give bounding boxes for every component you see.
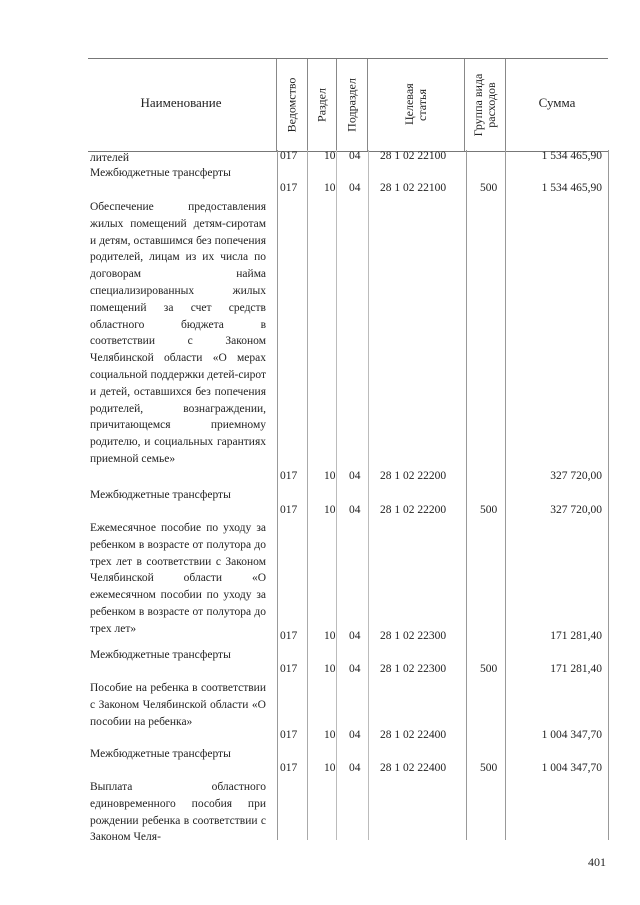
- row-razdel: 10: [324, 762, 336, 774]
- row-vedomstvo: 017: [280, 762, 298, 774]
- row-vedomstvo: 017: [280, 182, 298, 194]
- header-celevaya: Целевая статья: [402, 83, 429, 125]
- header-podrazdel-cell: [337, 59, 367, 151]
- row-gruppa: 500: [480, 182, 498, 194]
- header-razdel-cell: [308, 59, 336, 151]
- row-summa: 327 720,00: [550, 470, 602, 482]
- column-divider: [608, 150, 609, 840]
- row-razdel: 10: [324, 729, 336, 741]
- row-razdel: 10: [324, 182, 336, 194]
- row-razdel: 10: [324, 504, 336, 516]
- column-divider: [277, 150, 278, 840]
- page-number: 401: [588, 855, 606, 869]
- row-celevaya: 28 1 02 22200: [380, 504, 447, 516]
- header-gruppa-cell: [465, 59, 505, 151]
- row-razdel: 10: [324, 150, 336, 162]
- row-name: Межбюджетные трансферты: [90, 489, 231, 501]
- header-celevaya-cell: [368, 59, 464, 151]
- column-divider: [505, 150, 506, 840]
- row-summa: 327 720,00: [550, 504, 602, 516]
- row-celevaya: 28 1 02 22400: [380, 762, 447, 774]
- row-podrazdel: 04: [349, 762, 361, 774]
- row-name: лителей: [90, 152, 130, 164]
- row-name: Ежемесячное пособие по уходу за ребенком в возрасте от полутора до трех лет в соответствии с Законом Челябинской области «О ежемесячном пособии по уходу за ребенком в возрасте от полутора до трех лет»: [90, 522, 266, 635]
- header-gruppa: Группа вида расходов: [471, 73, 498, 137]
- row-podrazdel: 04: [349, 663, 361, 675]
- row-summa: 1 004 347,70: [541, 762, 602, 774]
- row-summa: 1 004 347,70: [541, 729, 602, 741]
- row-summa: 171 281,40: [550, 630, 602, 642]
- row-celevaya: 28 1 02 22300: [380, 630, 447, 642]
- header-podrazdel: Подраздел: [344, 78, 359, 132]
- header-name: Наименование: [140, 95, 222, 110]
- column-divider: [336, 150, 337, 840]
- header-vedomstvo-cell: [277, 59, 307, 151]
- column-divider: [466, 150, 467, 840]
- row-podrazdel: 04: [349, 150, 361, 162]
- row-vedomstvo: 017: [280, 470, 298, 482]
- table-header: [88, 58, 608, 152]
- row-summa: 171 281,40: [550, 663, 602, 675]
- row-name: Пособие на ребенка в соответствии с Законом Челябинской области «О пособии на ребенка»: [90, 682, 266, 728]
- row-podrazdel: 04: [349, 182, 361, 194]
- row-podrazdel: 04: [349, 630, 361, 642]
- header-vedomstvo: Ведомство: [284, 77, 299, 133]
- row-vedomstvo: 017: [280, 729, 298, 741]
- column-divider: [368, 150, 369, 840]
- header-razdel: Раздел: [314, 88, 329, 122]
- header-summa: Сумма: [538, 95, 576, 110]
- row-vedomstvo: 017: [280, 630, 298, 642]
- row-gruppa: 500: [480, 663, 498, 675]
- row-razdel: 10: [324, 470, 336, 482]
- row-razdel: 10: [324, 663, 336, 675]
- row-name: Обеспечение предоставления жилых помещений детям-сиротам и детям, оставшимся без попечения родителей, лицам из их числа по договорам найма специализированных жилых помещений за счет средств областного бюджета в соответствии с Законом Челябинской области «О мерах социальной поддержки детей-сирот и детей, оставшихся без попечения родителей, вознаграждении, причитающемся приемному родителю, и социальных гарантиях приемной семье»: [90, 201, 266, 465]
- row-name: Межбюджетные трансферты: [90, 649, 231, 661]
- row-vedomstvo: 017: [280, 663, 298, 675]
- row-gruppa: 500: [480, 504, 498, 516]
- row-name: Межбюджетные трансферты: [90, 167, 231, 179]
- row-podrazdel: 04: [349, 729, 361, 741]
- header-summa-cell: [506, 59, 608, 151]
- row-celevaya: 28 1 02 22100: [380, 150, 447, 162]
- row-razdel: 10: [324, 630, 336, 642]
- row-name: Межбюджетные трансферты: [90, 748, 231, 760]
- row-name: Выплата областного единовременного пособия при рождении ребенка в соответствии с Законом Челя-: [90, 781, 266, 844]
- row-podrazdel: 04: [349, 470, 361, 482]
- row-gruppa: 500: [480, 762, 498, 774]
- row-vedomstvo: 017: [280, 150, 298, 162]
- row-summa: 1 534 465,90: [541, 182, 602, 194]
- row-celevaya: 28 1 02 22100: [380, 182, 447, 194]
- row-vedomstvo: 017: [280, 504, 298, 516]
- row-celevaya: 28 1 02 22200: [380, 470, 447, 482]
- header-name-cell: [88, 59, 276, 151]
- row-celevaya: 28 1 02 22300: [380, 663, 447, 675]
- row-celevaya: 28 1 02 22400: [380, 729, 447, 741]
- row-summa: 1 534 465,90: [541, 150, 602, 162]
- row-podrazdel: 04: [349, 504, 361, 516]
- column-divider: [307, 150, 308, 840]
